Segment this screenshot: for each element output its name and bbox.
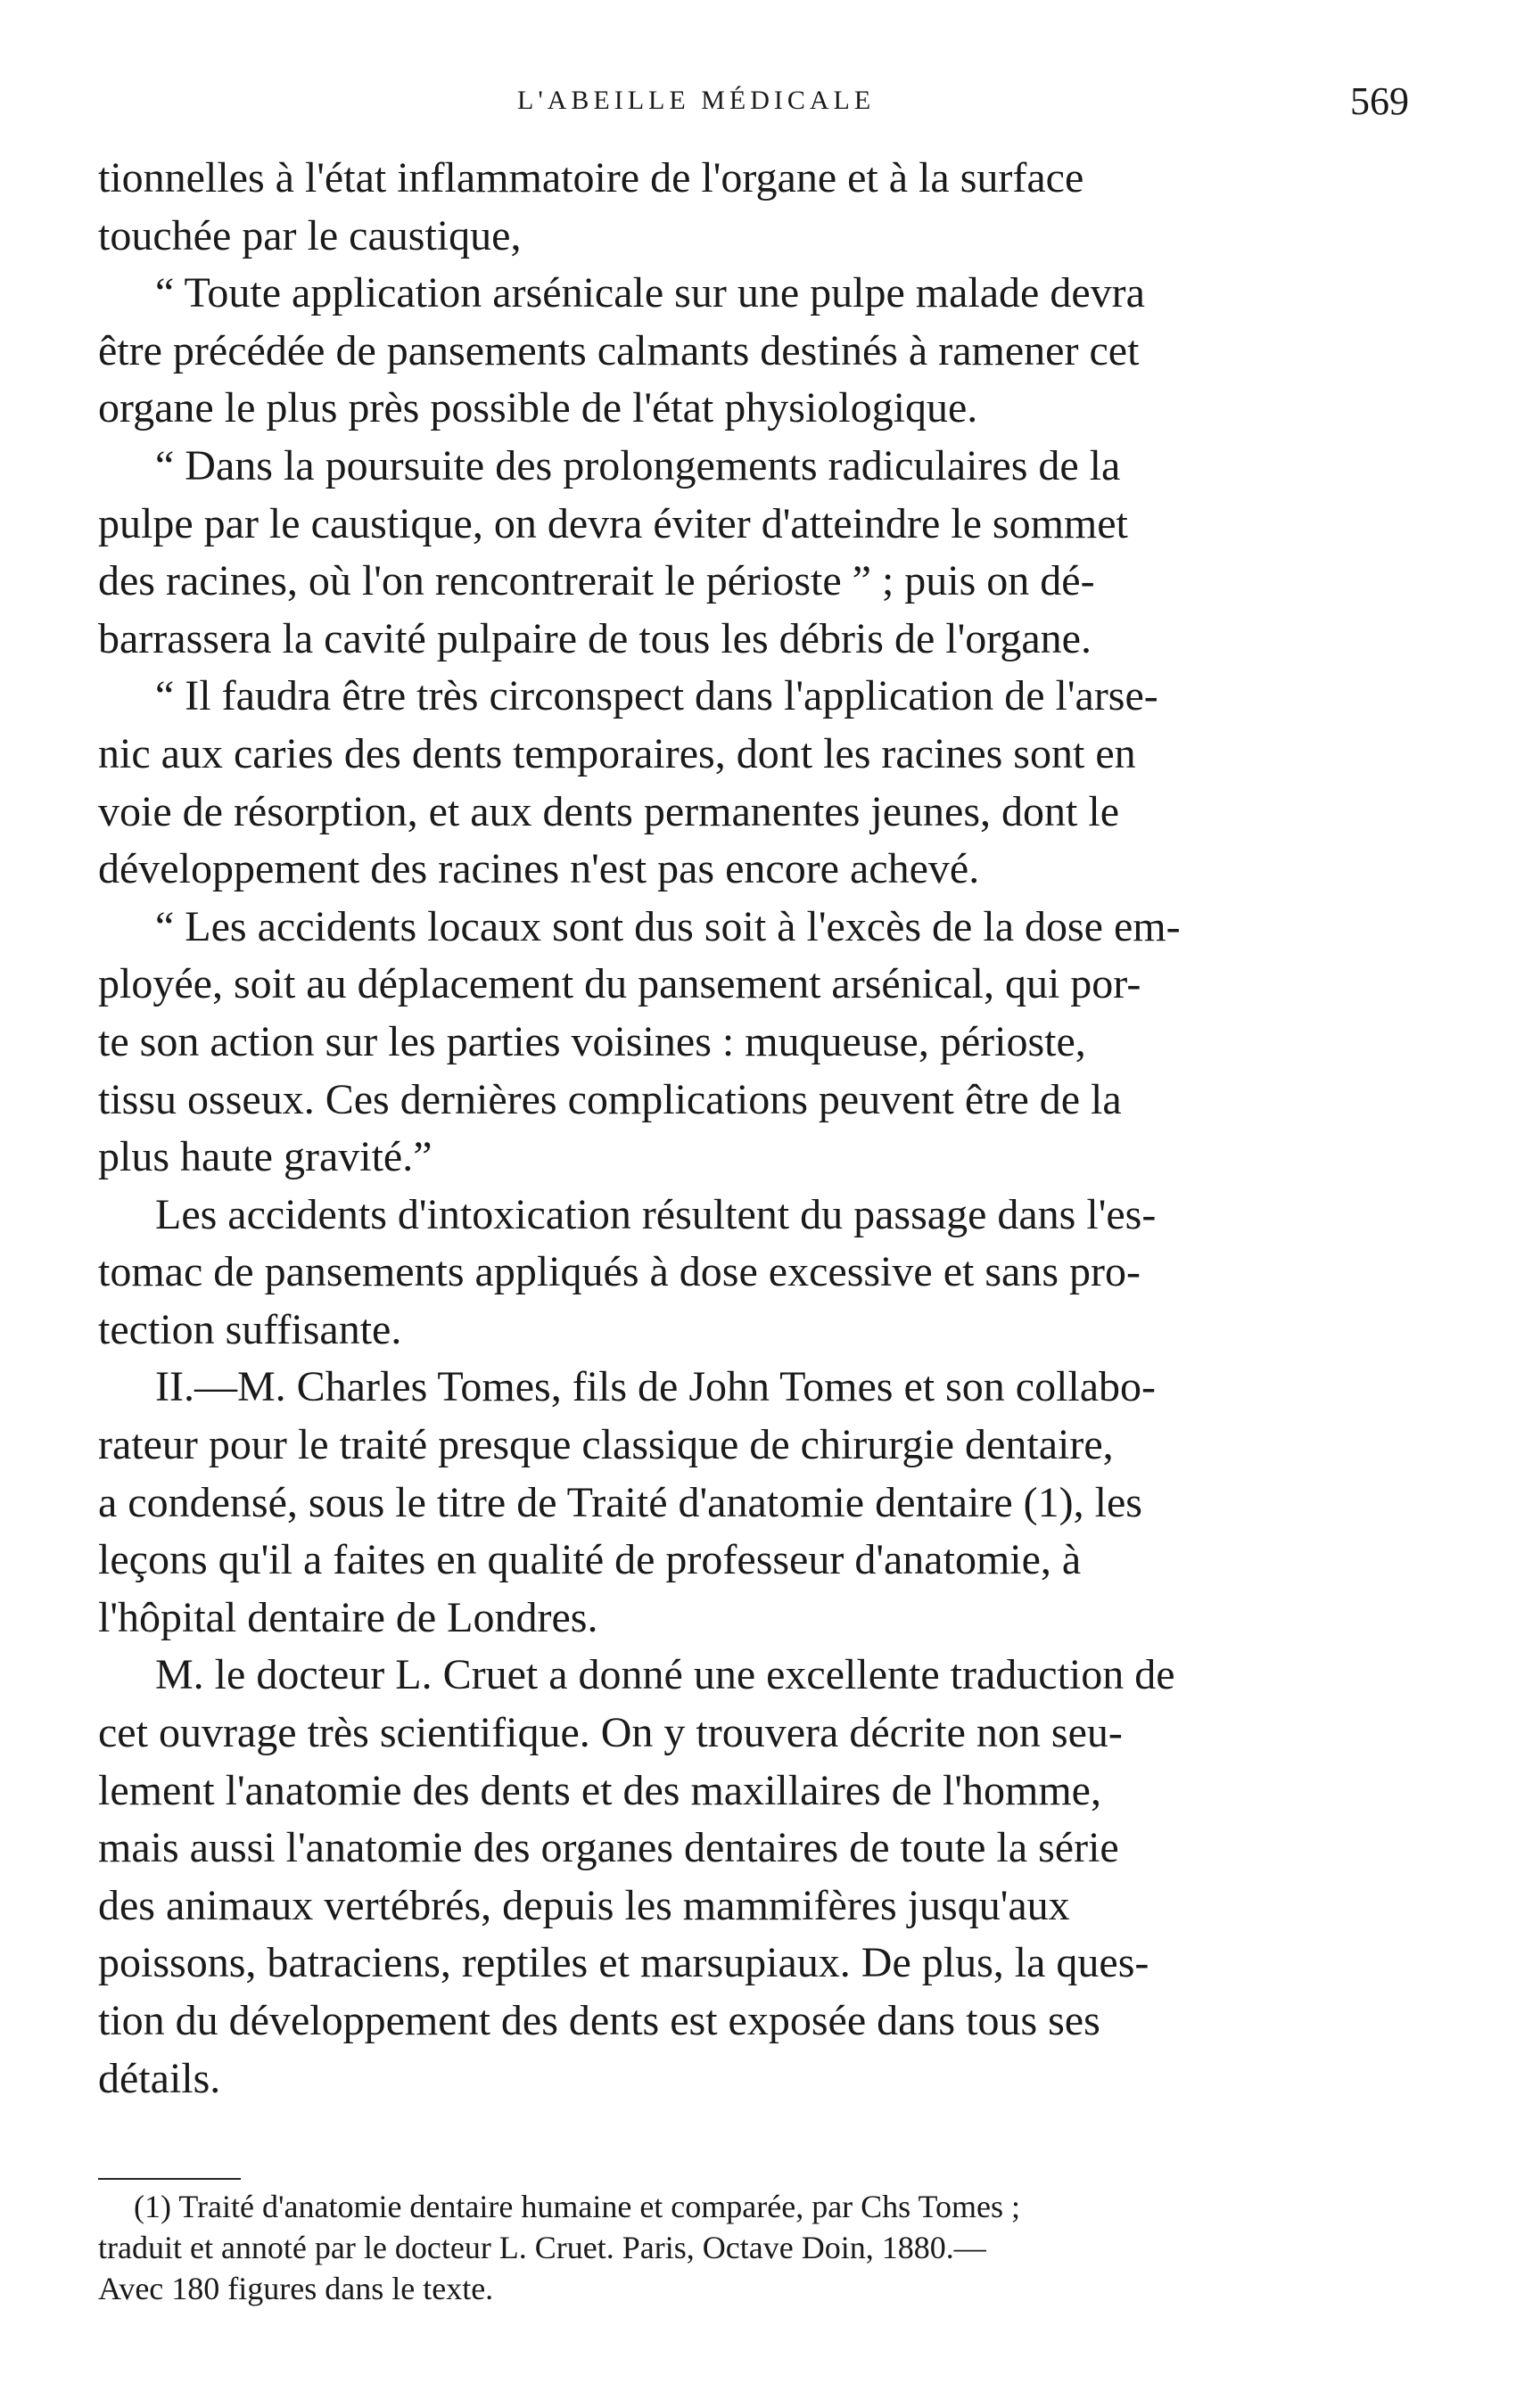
- text-line: voie de résorption, et aux dents permanentes jeunes, dont le: [98, 787, 1119, 835]
- text-line: M. le docteur L. Cruet a donné une excellente traduction de: [155, 1651, 1175, 1699]
- text-line: des racines, où l'on rencontrerait le périoste ” ; puis on dé-: [98, 557, 1095, 605]
- text-line: te son action sur les parties voisines : muqueuse, périoste,: [98, 1017, 1086, 1065]
- text-line: “ Il faudra être très circonspect dans l'application de l'arse-: [155, 672, 1158, 720]
- text-line: détails.: [98, 2054, 221, 2102]
- body-text: [98, 150, 1409, 2108]
- text-line: tion du développement des dents est exposée dans tous ses: [98, 1997, 1100, 2044]
- text-line: tionnelles à l'état inflammatoire de l'organe et à la surface: [98, 154, 1084, 201]
- text-line: touchée par le caustique,: [98, 211, 522, 259]
- text-line: plus haute gravité.”: [98, 1133, 433, 1181]
- text-line: lement l'anatomie des dents et des maxillaires de l'homme,: [98, 1766, 1101, 1814]
- text-line: organe le plus près possible de l'état physiologique.: [98, 384, 978, 432]
- running-head: [98, 78, 1409, 132]
- text-line: cet ouvrage très scientifique. On y trouvera décrite non seu-: [98, 1709, 1123, 1757]
- text-line: “ Toute application arsénicale sur une pulpe malade devra: [155, 269, 1145, 317]
- text-line: ployée, soit au déplacement du pansement arsénical, qui por-: [98, 960, 1141, 1008]
- text-line: II.—M. Charles Tomes, fils de John Tomes et son collabo-: [155, 1363, 1157, 1411]
- text-line: des animaux vertébrés, depuis les mammifères jusqu'aux: [98, 1881, 1070, 1929]
- text-line: rateur pour le traité presque classique de chirurgie dentaire,: [98, 1421, 1114, 1469]
- footnote-line: (1) Traité d'anatomie dentaire humaine et comparée, par Chs Tomes ;: [134, 2189, 1021, 2224]
- page-number: 569: [1350, 79, 1409, 123]
- text-line: pulpe par le caustique, on devra éviter d'atteindre le sommet: [98, 499, 1128, 547]
- text-line: être précédée de pansements calmants destinés à ramener cet: [98, 326, 1140, 374]
- footnote-rule: [98, 2178, 241, 2180]
- text-line: développement des racines n'est pas encore achevé.: [98, 845, 980, 893]
- footnote-line: traduit et annoté par le docteur L. Cruet. Paris, Octave Doin, 1880.—: [98, 2230, 986, 2265]
- text-line: tomac de pansements appliqués à dose excessive et sans pro-: [98, 1248, 1141, 1296]
- text-line: barrassera la cavité pulpaire de tous les débris de l'organe.: [98, 614, 1092, 662]
- running-title: L'ABEILLE MÉDICALE: [517, 86, 876, 115]
- text-line: nic aux caries des dents temporaires, dont les racines sont en: [98, 729, 1136, 777]
- text-line: l'hôpital dentaire de Londres.: [98, 1593, 598, 1641]
- text-line: tissu osseux. Ces dernières complications peuvent être de la: [98, 1075, 1122, 1123]
- text-line: a condensé, sous le titre de Traité d'anatomie dentaire (1), les: [98, 1478, 1142, 1526]
- footnote: [98, 2186, 1409, 2309]
- text-line: poissons, batraciens, reptiles et marsupiaux. De plus, la ques-: [98, 1939, 1149, 1987]
- footnote-line: Avec 180 figures dans le texte.: [98, 2271, 494, 2306]
- text-line: mais aussi l'anatomie des organes dentaires de toute la série: [98, 1824, 1119, 1872]
- text-line: “ Les accidents locaux sont dus soit à l'excès de la dose em-: [155, 902, 1181, 950]
- text-line: tection suffisante.: [98, 1305, 402, 1353]
- text-line: Les accidents d'intoxication résultent du passage dans l'es-: [155, 1190, 1157, 1238]
- text-line: “ Dans la poursuite des prolongements radiculaires de la: [155, 441, 1121, 489]
- text-line: leçons qu'il a faites en qualité de professeur d'anatomie, à: [98, 1536, 1082, 1584]
